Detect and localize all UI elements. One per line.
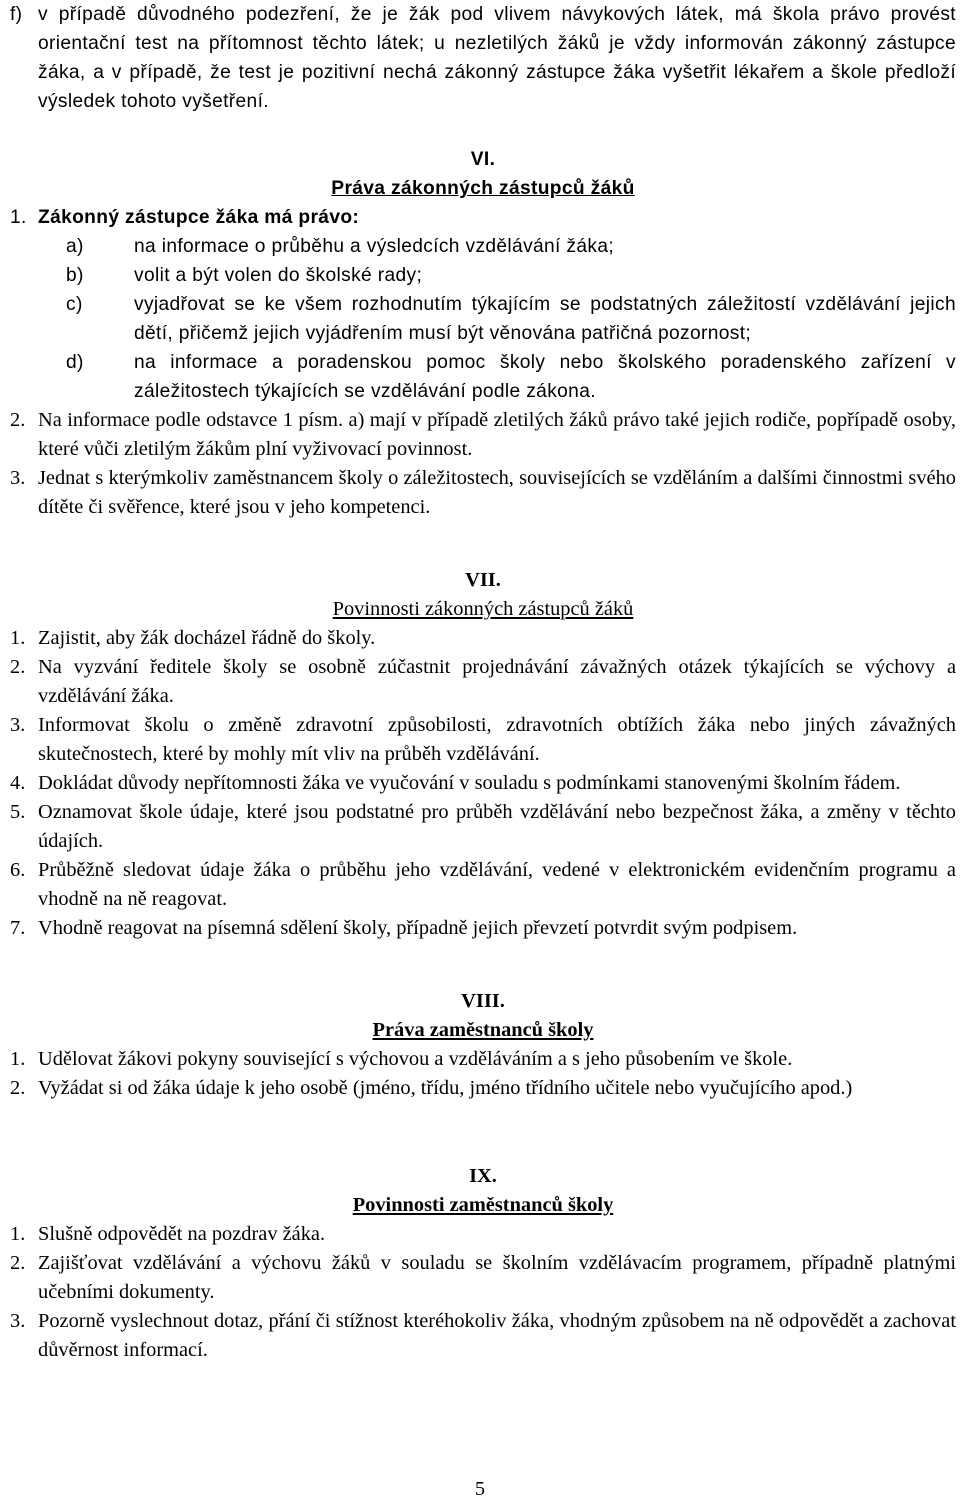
section-7-item-1-text: Zajistit, aby žák docházel řádně do školy. [38, 627, 376, 649]
section-6-item-3-num: 3. [10, 467, 26, 489]
section-6-subitem-a-label: a) [66, 236, 84, 257]
section-6-title: Práva zákonných zástupců žáků [331, 178, 635, 199]
section-6-subitem-c-text: vyjadřovat se ke všem rozhodnutím týkajícím se podstatných záležitostí vzdělávání jejich dětí, přičemž jejich vyjádřením musí být věnována patřičná pozornost; [134, 294, 956, 344]
section-6-subitem-b-label: b) [66, 265, 84, 286]
section-7-item-4-num: 4. [10, 772, 26, 794]
section-7-item-4-text: Dokládat důvody nepřítomnosti žáka ve vyučování v souladu s podmínkami stanovenými školním řádem. [38, 772, 901, 794]
section-6-number: VI. [470, 149, 496, 170]
section-6-item-2-text: Na informace podle odstavce 1 písm. a) mají v případě zletilých žáků právo také jejich rodiče, popřípadě osoby, které vůči zletilým žákům plní vyživovací povinnost. [38, 409, 956, 460]
section-6-subitem-d-text: na informace a poradenskou pomoc školy nebo školského poradenského zařízení v záležitostech týkajících se vzdělávání podle zákona. [134, 352, 956, 402]
section-6-subitem-d-label: d) [66, 352, 84, 373]
section-6-subitem-b [38, 261, 956, 290]
document-page [10, 0, 956, 1365]
section-7-item-3-text: Informovat školu o změně zdravotní způsobilosti, zdravotních obtížích žáka nebo jiných závažných skutečnostech, které by mohly mít vliv na průběh vzdělávání. [38, 714, 956, 765]
paragraph-f-label: f) [10, 4, 23, 25]
section-9-item-3-num: 3. [10, 1310, 26, 1332]
section-6-item-1 [10, 203, 956, 232]
paragraph-f [10, 0, 956, 116]
section-7-item-1-num: 1. [10, 627, 26, 649]
section-7-item-7-num: 7. [10, 917, 26, 939]
section-7-item-6-text: Průběžně sledovat údaje žáka o průběhu jeho vzdělávání, vedené v elektronickém evidenčním programu a vhodně na ně reagovat. [38, 859, 956, 910]
section-9-item-2-num: 2. [10, 1252, 26, 1274]
section-9-item-1-text: Slušně odpovědět na pozdrav žáka. [38, 1223, 326, 1245]
section-6-subitem-c [38, 290, 956, 348]
section-6-subitem-a-text: na informace o průběhu a výsledcích vzdělávání žáka; [134, 236, 615, 257]
section-6-subitem-b-text: volit a být volen do školské rady; [134, 265, 423, 286]
section-6-item-1-text: Zákonný zástupce žáka má právo: [38, 207, 360, 228]
section-9-item-3-text: Pozorně vyslechnout dotaz, přání či stížnost kteréhokoliv žáka, vhodným způsobem na ně odpovědět a zachovat důvěrnost informací. [38, 1310, 956, 1361]
section-7-item-2 [10, 653, 956, 711]
section-7-item-3 [10, 711, 956, 769]
section-8-item-1-text: Udělovat žákovi pokyny související s výchovou a vzděláváním a s jeho působením ve škole. [38, 1048, 793, 1070]
section-6-item-2-num: 2. [10, 409, 26, 431]
section-7-item-2-num: 2. [10, 656, 26, 678]
section-7-item-1 [10, 624, 956, 653]
section-7-item-4 [10, 769, 956, 798]
section-7-item-7 [10, 914, 956, 943]
section-9-item-1 [10, 1220, 956, 1249]
section-9-item-2 [10, 1249, 956, 1307]
section-6-item-3-text: Jednat s kterýmkoliv zaměstnancem školy o záležitostech, souvisejících se vzděláním a dalšími činnostmi svého dítěte či svěřence, které jsou v jeho kompetenci. [38, 467, 956, 518]
section-8-item-2 [10, 1074, 956, 1103]
section-7-item-6-num: 6. [10, 859, 26, 881]
section-8-item-1-num: 1. [10, 1048, 26, 1070]
section-6-item-2 [10, 406, 956, 464]
section-9-item-1-num: 1. [10, 1223, 26, 1245]
section-7-number: VII. [465, 569, 501, 591]
section-7-item-2-text: Na vyzvání ředitele školy se osobně zúčastnit projednávání závažných otázek týkajících se výchovy a vzdělávání žáka. [38, 656, 956, 707]
section-7-item-5-text: Oznamovat škole údaje, které jsou podstatné pro průběh vzdělávání nebo bezpečnost žáka, a změny v těchto údajích. [38, 801, 956, 852]
section-7-item-3-num: 3. [10, 714, 26, 736]
section-7-item-7-text: Vhodně reagovat na písemná sdělení školy, případně jejich převzetí potvrdit svým podpisem. [38, 917, 798, 939]
page-number: 5 [474, 1478, 486, 1500]
section-9-number: IX. [469, 1165, 497, 1187]
section-6-item-1-num: 1. [10, 207, 27, 228]
paragraph-f-text: v případě důvodného podezření, že je žák pod vlivem návykových látek, má škola právo provést orientační test na přítomnost těchto látek; u nezletilých žáků je vždy informován zákonný zástupce žáka, a v případě, že test je pozitivní nechá zákonný zástupce žáka vyšetřit lékařem a škole předloží výsledek tohoto vyšetření. [38, 4, 956, 112]
section-9-title: Povinnosti zaměstnanců školy [352, 1194, 614, 1216]
section-7-item-6 [10, 856, 956, 914]
section-6-subitem-c-label: c) [66, 294, 83, 315]
section-8-item-2-num: 2. [10, 1077, 26, 1099]
section-8-item-2-text: Vyžádat si od žáka údaje k jeho osobě (jméno, třídu, jméno třídního učitele nebo vyučujícího apod.) [38, 1077, 853, 1099]
section-6-subitem-d [38, 348, 956, 406]
section-6-item-3 [10, 464, 956, 522]
section-8-title: Práva zaměstnanců školy [372, 1019, 594, 1041]
section-7-item-5-num: 5. [10, 801, 26, 823]
section-6-subitem-a [38, 232, 956, 261]
section-9-item-2-text: Zajišťovat vzdělávání a výchovu žáků v souladu se školním vzdělávacím programem, případně platnými učebními dokumenty. [38, 1252, 956, 1303]
section-7-item-5 [10, 798, 956, 856]
section-9-item-3 [10, 1307, 956, 1365]
section-8-item-1 [10, 1045, 956, 1074]
section-8-number: VIII. [461, 990, 505, 1012]
section-7-title: Povinnosti zákonných zástupců žáků [332, 598, 634, 620]
